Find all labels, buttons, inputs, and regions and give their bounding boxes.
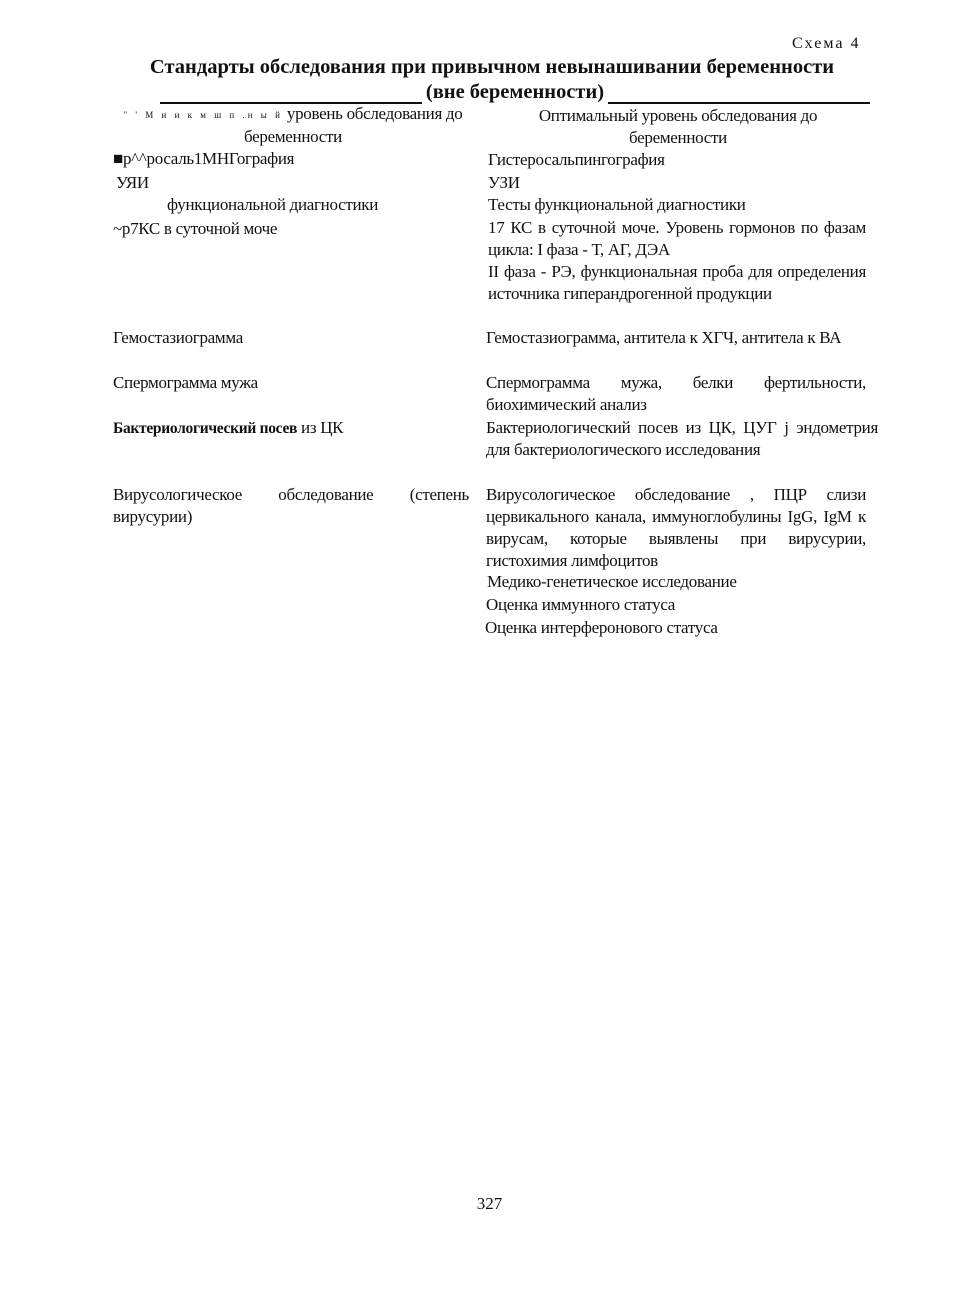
right-cell-6: Спермограмма мужа, белки фертильности, биохимический анализ: [486, 373, 866, 414]
left-cell-7: [113, 417, 469, 440]
column-header-minimal: [108, 103, 478, 148]
page-title: Стандарты обследования при привычном невынашивании беременности: [149, 56, 835, 78]
page-number: 327: [476, 1194, 503, 1213]
column-header-minimal-text: уровень обследования до беременности: [244, 104, 463, 147]
left-cell-3: функциональной диагностики: [167, 195, 379, 214]
left-cell-4: ~р7КС в суточной моче: [113, 219, 278, 238]
subtitle-text: (вне беременности): [425, 81, 605, 103]
right-cell-1: Гистеросальпингография: [488, 150, 665, 169]
right-cell-8: Вирусологическое обследование , ПЦР слизи цервикального канала, иммуноглобулины IgG, IgM к вирусам, которые выявлены при вирусурии, гистохимия лимфоцитов: [486, 485, 866, 570]
left-cell-7-rest: из ЦК: [297, 418, 344, 437]
right-cell-5: Гемостазиограмма, антитела к ХГЧ, антитела к ВА: [486, 328, 842, 347]
right-cell-7: Бактериологический посев из ЦК, ЦУГ j эндометрия для бактериологического исследования: [486, 418, 878, 459]
scheme-label: Схема 4: [792, 35, 861, 52]
left-cell-8: Вирусологическое обследование (степень вирусурии): [113, 485, 469, 526]
right-cell-9: Медико-генетическое исследование: [487, 572, 737, 591]
right-cell-3: Тесты функциональной диагностики: [488, 195, 746, 214]
subtitle-rule-left: [160, 83, 422, 104]
page-subtitle: [160, 80, 870, 104]
right-cell-4b: II фаза - РЭ, функциональная проба для определения источника гиперандрогенной продукции: [488, 262, 866, 303]
right-cell-4a: 17 КС в суточной моче. Уровень гормонов по фазам цикла: I фаза - Т, АГ, ДЭА: [488, 218, 866, 259]
left-cell-7-bold: Бактериологический посев: [113, 420, 298, 437]
column-header-optimal: Оптимальный уровень обследования до беременности: [538, 106, 818, 147]
left-cell-1: ■р^^росаль1МНГография: [113, 149, 295, 168]
right-cell-2: УЗИ: [488, 173, 520, 192]
left-cell-5: Гемостазиограмма: [113, 328, 243, 347]
left-cell-2: УЯИ: [116, 173, 149, 192]
right-cell-11: Оценка интерферонового статуса: [485, 618, 718, 637]
column-header-minimal-prefix: " ' М и и к м ш п .н ы й: [123, 110, 283, 121]
right-cell-10: Оценка иммунного статуса: [486, 595, 676, 614]
left-cell-6: Спермограмма мужа: [113, 373, 258, 392]
subtitle-rule-right: [608, 83, 870, 104]
